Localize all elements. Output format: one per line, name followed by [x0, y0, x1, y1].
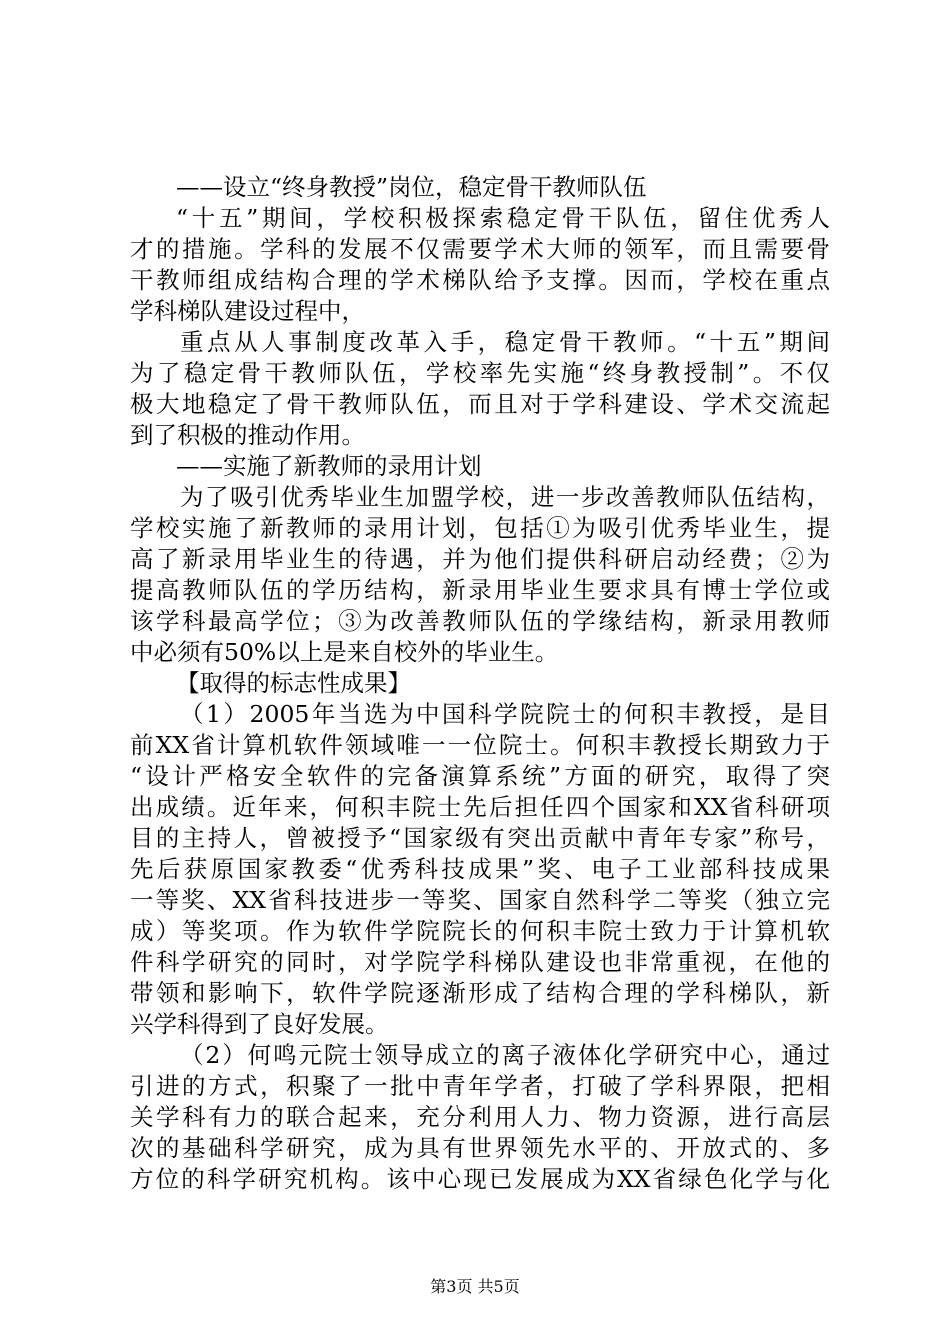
paragraph-line: “十五”期间，学校积极探索稳定骨干队伍，留住优秀人: [176, 204, 830, 232]
paragraph-line: 该学科最高学位；③为改善教师队伍的学缘结构，新录用教师: [130, 607, 830, 635]
paragraph-line: 件科学研究的同时，对学院学科梯队建设也非常重视，在他的: [130, 948, 830, 976]
paragraph-line: （1）2005年当选为中国科学院院士的何积丰教授，是目: [180, 700, 830, 728]
paragraph-line: 兴学科得到了良好发展。: [130, 1010, 389, 1038]
paragraph-line: 出成绩。近年来，何积丰院士先后担任四个国家和XX省科研项: [130, 793, 830, 821]
paragraph-line: 学校实施了新教师的录用计划，包括①为吸引优秀毕业生，提: [130, 514, 830, 542]
paragraph-line: 极大地稳定了骨干教师队伍，而且对于学科建设、学术交流起: [130, 390, 830, 418]
paragraph-line: 为了稳定骨干教师队伍，学校率先实施“终身教授制”。不仅: [130, 359, 830, 387]
section-heading-tenure: ——设立“终身教授”岗位，稳定骨干教师队伍: [176, 173, 647, 201]
paragraph-line: 次的基础科学研究，成为具有世界领先水平的、开放式的、多: [130, 1134, 830, 1162]
paragraph-line: 中必须有50%以上是来自校外的毕业生。: [130, 638, 559, 666]
paragraph-line: 提高教师队伍的学历结构，新录用毕业生要求具有博士学位或: [130, 576, 830, 604]
page-number: 第3页 共5页: [430, 1277, 520, 1296]
paragraph-line: 学科梯队建设过程中，: [130, 297, 365, 325]
paragraph-line: 成）等奖项。作为软件学院院长的何积丰院士致力于计算机软: [130, 917, 830, 945]
paragraph-line: 目的主持人，曾被授予“国家级有突出贡献中青年专家”称号，: [130, 824, 830, 852]
paragraph-line: 高了新录用毕业生的待遇，并为他们提供科研启动经费；②为: [130, 545, 830, 573]
document-body: [130, 172, 830, 1195]
page-footer: [0, 1277, 950, 1297]
paragraph-line: 前XX省计算机软件领域唯一一位院士。何积丰教授长期致力于: [130, 731, 830, 759]
paragraph-line: 为了吸引优秀毕业生加盟学校，进一步改善教师队伍结构，: [180, 483, 830, 511]
paragraph-line: 才的措施。学科的发展不仅需要学术大师的领军，而且需要骨: [130, 235, 830, 263]
paragraph-line: 到了积极的推动作用。: [130, 421, 365, 449]
paragraph-line: 方位的科学研究机构。该中心现已发展成为XX省绿色化学与化: [130, 1165, 830, 1193]
paragraph-line: 引进的方式，积聚了一批中青年学者，打破了学科界限，把相: [130, 1072, 830, 1100]
paragraph-line: 关学科有力的联合起来，充分利用人力、物力资源，进行高层: [130, 1103, 830, 1131]
paragraph-line: 干教师组成结构合理的学术梯队给予支撑。因而，学校在重点: [130, 266, 830, 294]
section-heading-achievements: 【取得的标志性成果】: [176, 669, 411, 697]
paragraph-line: 先后获原国家教委“优秀科技成果”奖、电子工业部科技成果: [130, 855, 830, 883]
paragraph-line: 一等奖、XX省科技进步一等奖、国家自然科学二等奖（独立完: [130, 886, 830, 914]
section-heading-recruitment: ——实施了新教师的录用计划: [176, 452, 482, 480]
paragraph-line: “设计严格安全软件的完备演算系统”方面的研究，取得了突: [130, 762, 830, 790]
paragraph-line: 重点从人事制度改革入手，稳定骨干教师。“十五”期间: [180, 328, 830, 356]
paragraph-line: （2）何鸣元院士领导成立的离子液体化学研究中心，通过: [180, 1041, 830, 1069]
paragraph-line: 带领和影响下，软件学院逐渐形成了结构合理的学科梯队，新: [130, 979, 830, 1007]
